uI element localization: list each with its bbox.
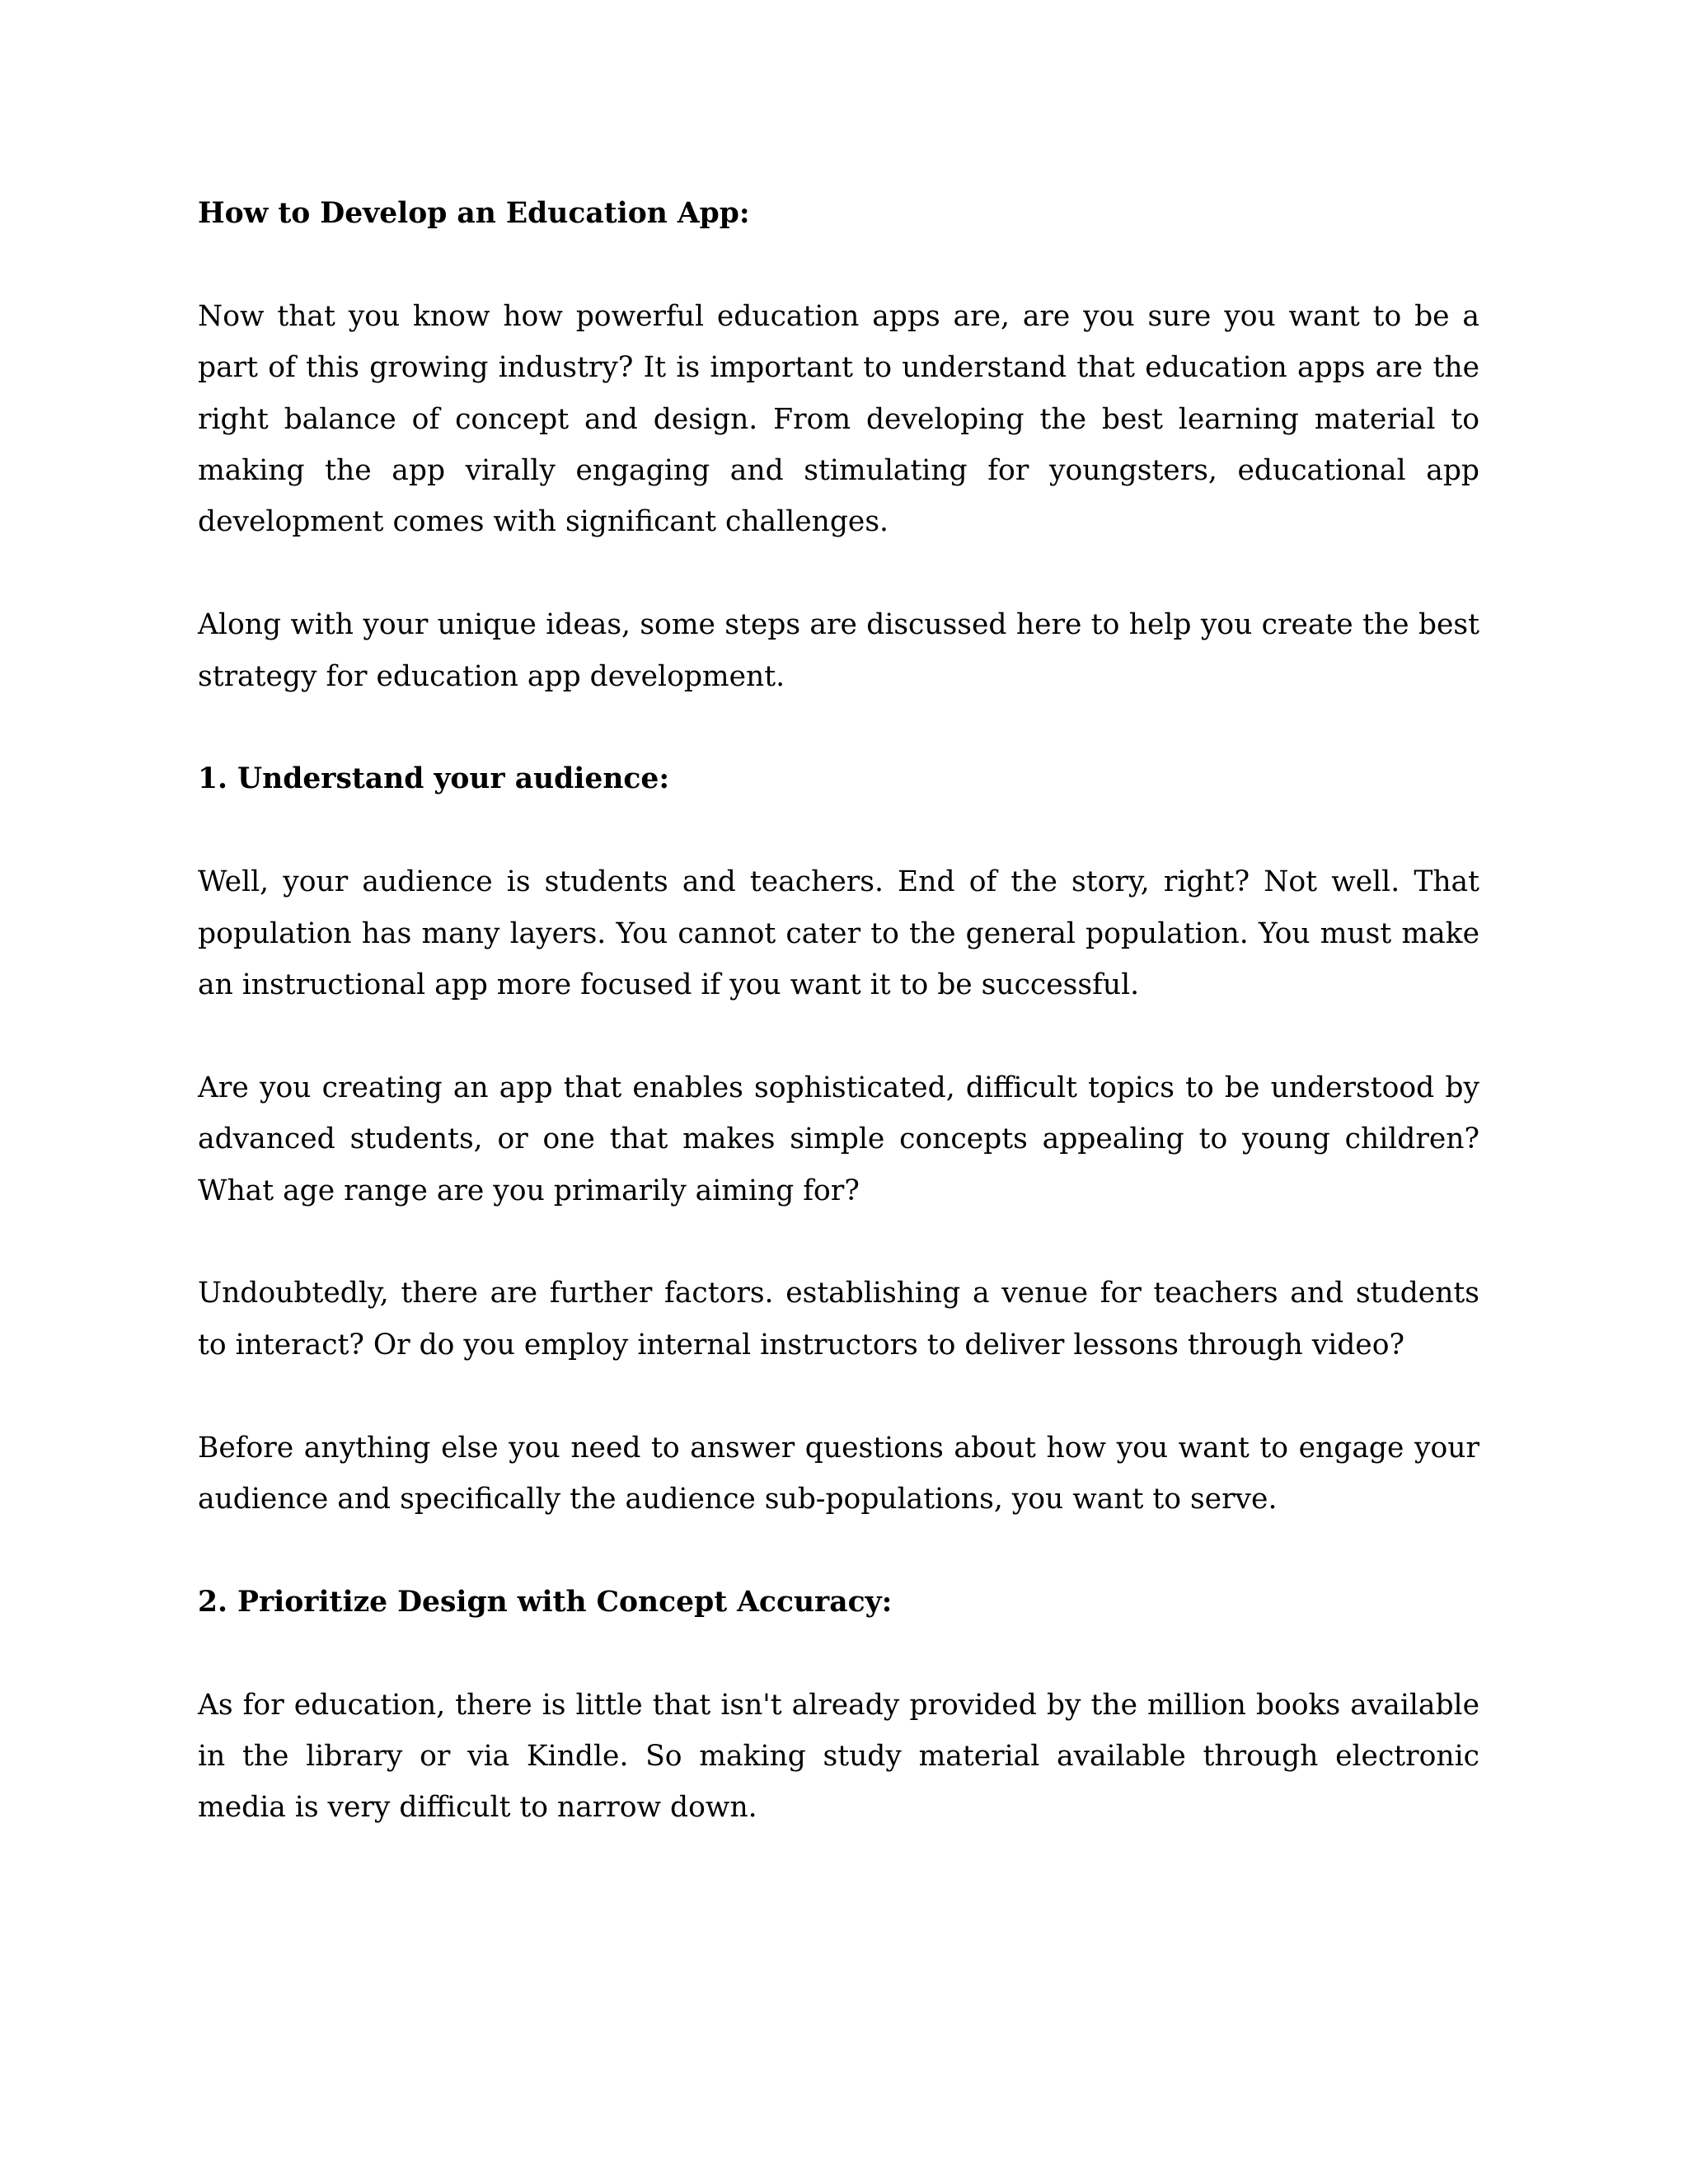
section-paragraph: Well, your audience is students and teachers. End of the story, right? Not well. That population has many layers. You cannot cater to the general population. You must make an instructional app more focused if you want it to be successful.: [198, 865, 1479, 1002]
spacer: [198, 1525, 1479, 1576]
spacer: [198, 1010, 1479, 1062]
intro-paragraph: Along with your unique ideas, some steps are discussed here to help you create the best strategy for education app development.: [198, 608, 1479, 693]
spacer: [198, 1216, 1479, 1268]
section-heading-audience: 1. Understand your audience:: [198, 762, 670, 796]
spacer: [198, 548, 1479, 599]
document-title: How to Develop an Education App:: [198, 197, 750, 230]
document-body: [198, 188, 1479, 1834]
intro-paragraph: Now that you know how powerful education apps are, are you sure you want to be a part of this growing industry? It is important to understand that education apps are the right balance of concept and design. From developing the best learning material to making the app virally engaging and stimulating for youngsters, educational app development comes with significant challenges.: [198, 299, 1479, 539]
spacer: [198, 239, 1479, 290]
spacer: [198, 702, 1479, 753]
section-paragraph: Before anything else you need to answer questions about how you want to engage your audience and specifically the audience sub-populations, you want to serve.: [198, 1431, 1479, 1516]
section-paragraph: As for education, there is little that isn't already provided by the million books available in the library or via Kindle. So making study material available through electronic media is very difficult to narrow down.: [198, 1688, 1479, 1825]
section-heading-design: 2. Prioritize Design with Concept Accuracy:: [198, 1585, 893, 1619]
spacer: [198, 1628, 1479, 1679]
section-paragraph: Undoubtedly, there are further factors. establishing a venue for teachers and students to interact? Or do you employ internal instructors to deliver lessons through video?: [198, 1277, 1479, 1361]
section-paragraph: Are you creating an app that enables sophisticated, difficult topics to be understood by advanced students, or one that makes simple concepts appealing to young children? What age range are you primarily aiming for?: [198, 1071, 1479, 1207]
spacer: [198, 1371, 1479, 1422]
spacer: [198, 805, 1479, 856]
